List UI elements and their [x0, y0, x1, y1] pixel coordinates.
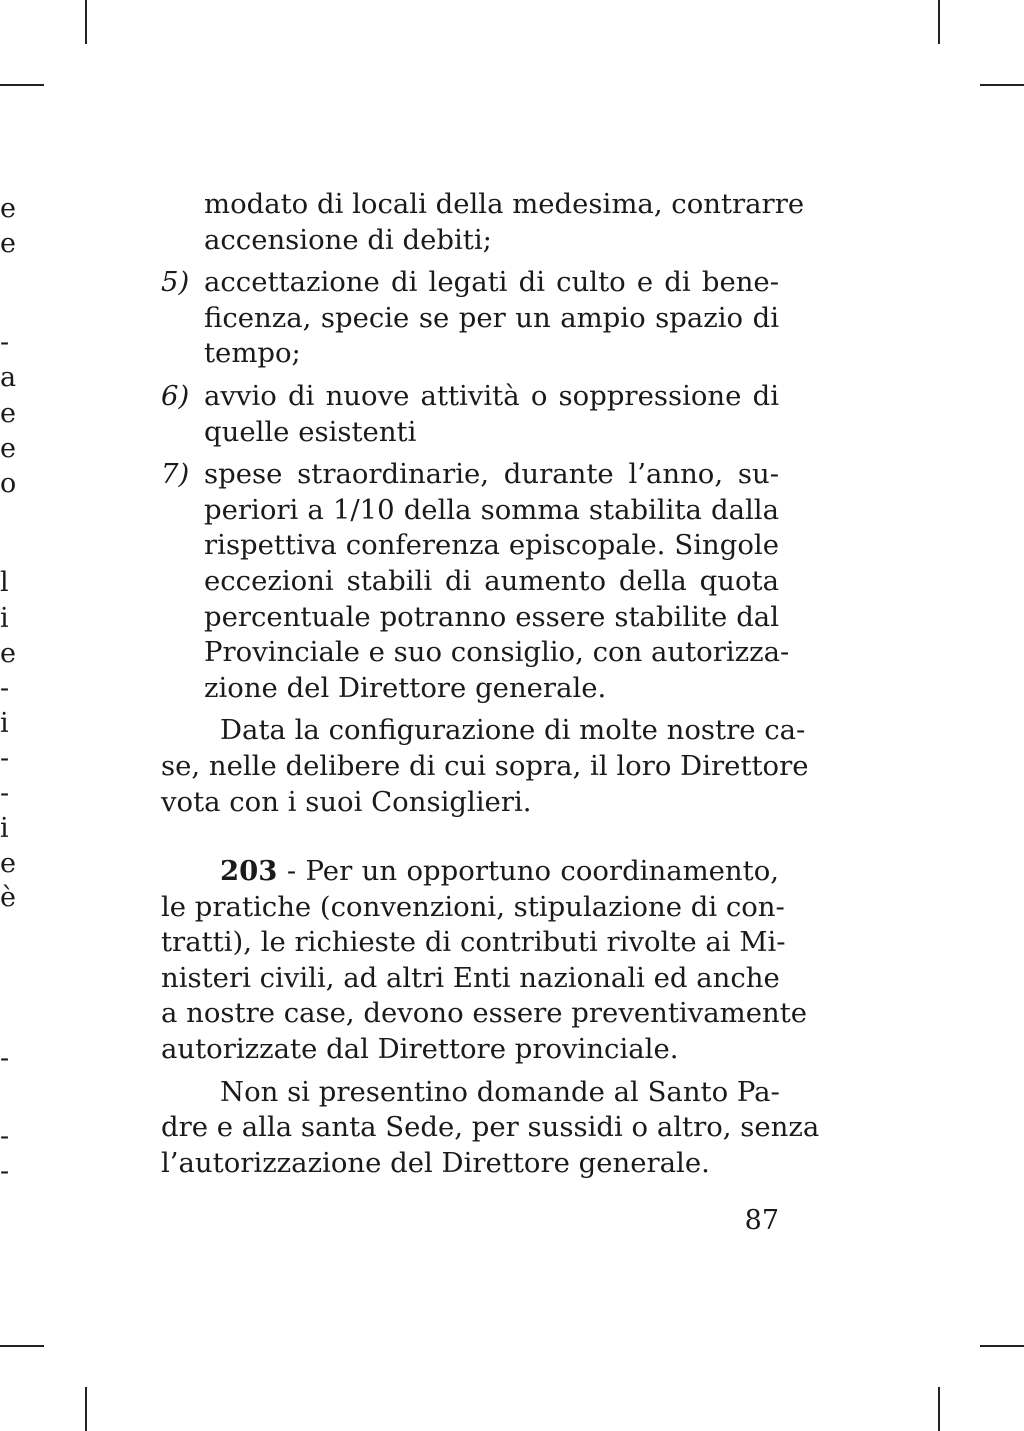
bleed-fragment: i: [0, 603, 9, 634]
text-line: rispettiva conferenza episcopale. Singole: [204, 529, 779, 562]
bleed-fragment: -: [0, 778, 10, 809]
bleed-fragment: a: [0, 362, 17, 393]
list-item-6: [161, 379, 779, 450]
text-line: accensione di debiti;: [204, 223, 492, 256]
paragraph-configurazione: [161, 713, 809, 820]
text-column: [161, 187, 820, 1181]
text-line: zione del Direttore generale.: [204, 671, 607, 704]
list-item-7: [161, 457, 790, 706]
text-line: Provinciale e suo consiglio, con autorizza-: [204, 636, 790, 669]
article-203: [161, 854, 808, 1068]
list-number: 5): [161, 266, 190, 299]
bleed-fragment: -: [0, 1121, 10, 1152]
crop-mark-bottom-left-horizontal: [0, 1345, 44, 1347]
text-line: ficenza, specie se per un ampio spazio di: [204, 301, 779, 334]
text-line: spese straordinarie, durante l’anno, su-: [204, 458, 779, 491]
bleed-fragment: i: [0, 813, 9, 844]
crop-mark-top-right: [938, 0, 940, 44]
text-line: eccezioni stabili di aumento della quota: [204, 564, 779, 597]
bleed-fragment: l: [0, 567, 9, 598]
text-line: tempo;: [204, 337, 301, 370]
bleed-fragment: e: [0, 848, 16, 879]
bleed-fragment: è: [0, 882, 16, 913]
bleed-fragment: -: [0, 673, 10, 704]
paragraph-santa-sede: [161, 1075, 820, 1182]
bleed-fragment: e: [0, 638, 16, 669]
text-line: avvio di nuove attività o soppressione di: [204, 379, 779, 412]
bleed-fragment: -: [0, 743, 10, 774]
text-line: se, nelle delibere di cui sopra, il loro Direttore: [161, 749, 809, 782]
text-line: modato di locali della medesima, contrarre: [204, 188, 805, 220]
text-line: tratti), le richieste di contributi rivolte ai Mi-: [161, 926, 786, 959]
page-number: 87: [744, 1205, 779, 1236]
list-number: 6): [161, 379, 190, 412]
text-line: le pratiche (convenzioni, stipulazione di con-: [161, 890, 785, 923]
bleed-fragment: i: [0, 708, 9, 739]
bleed-fragment: e: [0, 433, 16, 464]
crop-mark-bottom-right-horizontal: [980, 1345, 1024, 1347]
text-line: [161, 854, 779, 890]
text-line: l’autorizzazione del Direttore generale.: [161, 1146, 710, 1179]
list-item-5: [161, 265, 779, 372]
list-item-4-continuation: [161, 187, 805, 258]
list-number: 7): [161, 458, 190, 491]
text-line: autorizzate dal Direttore provinciale.: [161, 1033, 679, 1066]
crop-mark-bottom-right: [938, 1387, 940, 1431]
crop-mark-top-right-horizontal: [980, 84, 1024, 86]
text-line: dre e alla santa Sede, per sussidi o altro, senza: [161, 1111, 820, 1144]
text-line: Data la configurazione di molte nostre ca-: [220, 714, 806, 747]
bleed-fragment: -: [0, 1043, 10, 1074]
text-line: quelle esistenti: [204, 415, 417, 448]
text-line: periori a 1/10 della somma stabilita dalla: [204, 493, 779, 526]
text-line: nisteri civili, ad altri Enti nazionali ed anche: [161, 961, 780, 994]
bleed-fragment: o: [0, 468, 17, 499]
bleed-fragment: e: [0, 228, 16, 259]
bleed-fragment: e: [0, 398, 16, 429]
bleed-fragment: -: [0, 1156, 10, 1187]
crop-mark-top-left: [85, 0, 87, 44]
text-line: Non si presentino domande al Santo Pa-: [220, 1075, 780, 1108]
article-number: 203: [220, 855, 278, 888]
crop-mark-bottom-left: [85, 1387, 87, 1431]
article-first-line: - Per un opportuno coordinamento,: [277, 855, 779, 888]
crop-mark-top-left-horizontal: [0, 84, 44, 86]
text-line: vota con i suoi Consiglieri.: [161, 785, 532, 818]
bleed-fragment: -: [0, 327, 10, 358]
bleed-fragment: e: [0, 193, 16, 224]
text-line: accettazione di legati di culto e di bene-: [204, 266, 779, 299]
text-line: a nostre case, devono essere preventivamente: [161, 997, 808, 1030]
text-line: percentuale potranno essere stabilite dal: [204, 600, 779, 633]
